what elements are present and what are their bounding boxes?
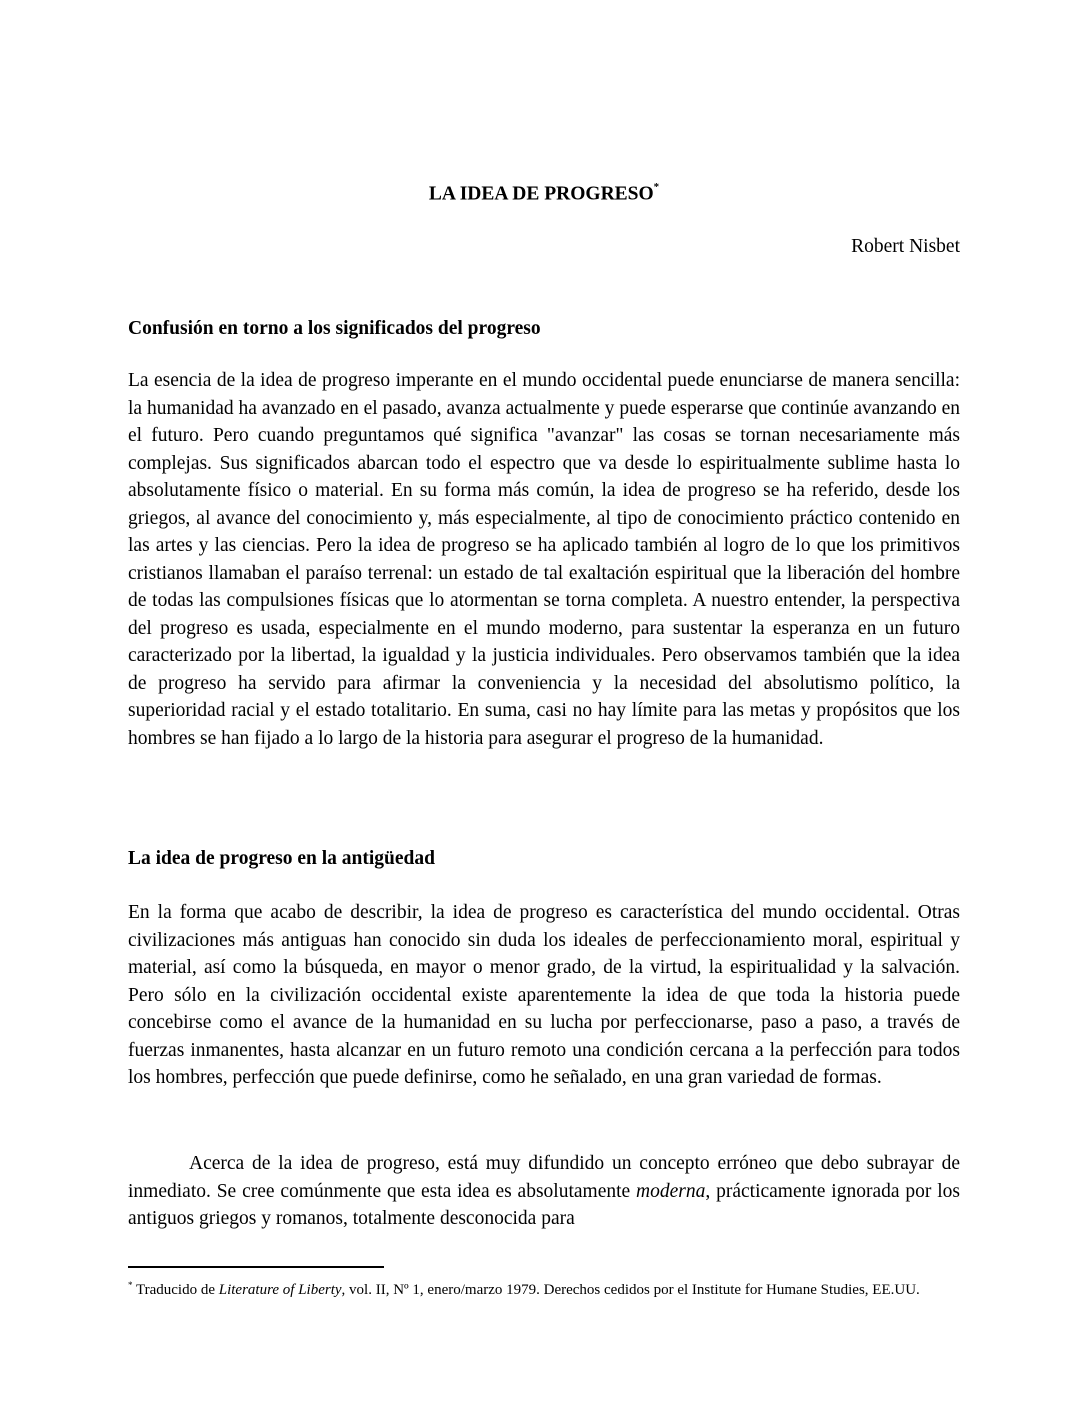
footnote-separator <box>128 1266 384 1268</box>
footnote-text: Traducido de <box>132 1282 219 1298</box>
footnote-source-title: Literature of Liberty <box>218 1282 342 1298</box>
paragraph-antiquity-2 <box>128 1150 960 1233</box>
paragraph-antiquity-1: En la forma que acabo de describir, la idea de progreso es característica del mundo occidental. Otras civilizaciones más antiguas han conocido sin duda los ideales de perfeccionamiento moral, espiritual y material, así como la búsqueda, en mayor o menor grado, de la virtud, la espiritualidad y la salvación. Pero sólo en la civilización occidental existe aparentemente la idea de que toda la historia puede concebirse como el avance de la humanidad en su lucha por perfeccionarse, paso a paso, a través de fuerzas inmanentes, hasta alcanzar en un futuro remoto una condición cercana a la perfección para todos los hombres, perfección que puede definirse, como he señalado, en una gran variedad de formas. <box>128 902 960 1088</box>
footnote-reference-marker[interactable]: * <box>653 181 660 193</box>
footnote-text: , vol. II, Nº 1, enero/marzo 1979. Derechos cedidos por el Institute for Humane Studies, EE.UU. <box>341 1282 920 1298</box>
paragraph-confusion: La esencia de la idea de progreso imperante en el mundo occidental puede enunciarse de manera sencilla: la humanidad ha avanzado en el pasado, avanza actualmente y puede esperarse que continúe avanzando en el futuro. Pero cuando preguntamos qué significa "avanzar" las cosas se tornan necesariamente más complejas. Sus significados abarcan todo el espectro que va desde lo espiritualmente sublime hasta lo absolutamente físico o material. En su forma más común, la idea de progreso se ha referido, desde los griegos, al avance del conocimiento y, más especialmente, al tipo de conocimiento práctico contenido en las artes y las ciencias. Pero la idea de progreso se ha aplicado también al logro de lo que los primitivos cristianos llamaban el paraíso terrenal: un estado de tal exaltación espiritual que la liberación del hombre de todas las compulsiones físicas que lo atormentan se torna completa. A nuestro entender, la perspectiva del progreso es usada, especialmente en el mundo moderno, para sustentar la esperanza en un futuro caracterizado por la libertad, la igualdad y la justicia individuales. Pero observamos también que la idea de progreso ha servido para afirmar la conveniencia y la necesidad del absolutismo político, la superioridad racial y el estado totalitario. En suma, casi no hay límite para las metas y propósitos que los hombres se han fijado a lo largo de la historia para asegurar el progreso de la humanidad. <box>128 370 960 749</box>
author-name: Robert Nisbet <box>851 236 960 257</box>
title-text: LA IDEA DE PROGRESO <box>428 183 654 205</box>
footnote <box>128 1276 960 1300</box>
section-heading-antiquity: La idea de progreso en la antigüedad <box>128 848 435 869</box>
section-heading-confusion: Confusión en torno a los significados del progreso <box>128 318 541 339</box>
document-title <box>0 183 1088 206</box>
footnote-marker: * <box>128 1280 133 1290</box>
paragraph-text: , prácticamente ignorada por los antiguos griegos y romanos, totalmente desconocida para <box>128 1180 960 1229</box>
emphasized-word: moderna <box>636 1180 706 1202</box>
paragraph-text: Acerca de la idea de progreso, está muy difundido un concepto erróneo que debo subrayar de inmediato. Se cree comúnmente que esta idea es absolutamente <box>128 1153 960 1202</box>
